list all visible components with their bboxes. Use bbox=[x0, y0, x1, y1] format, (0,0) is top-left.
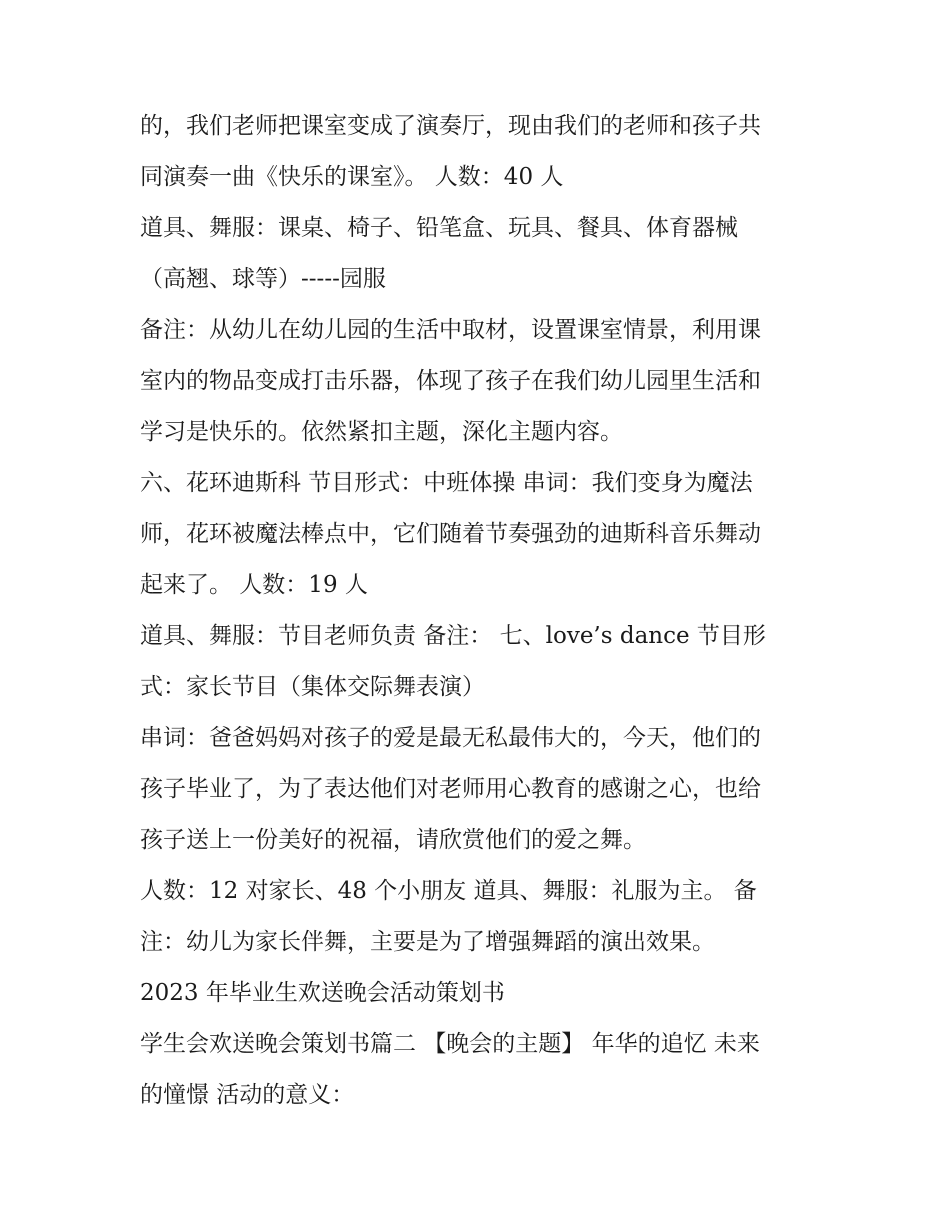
text-line: 式：家长节目（集体交际舞表演） bbox=[140, 674, 485, 700]
text-line: 孩子送上一份美好的祝福，请欣赏他们的爱之舞。 bbox=[140, 827, 646, 853]
document-body bbox=[140, 103, 820, 1123]
text-line: 备注：从幼儿在幼儿园的生活中取材，设置课室情景，利用课 bbox=[140, 317, 761, 343]
text-line: 串词：爸爸妈妈对孩子的爱是最无私最伟大的，今天，他们的 bbox=[140, 725, 761, 751]
text-line: 六、花环迪斯科 节目形式：中班体操 串词：我们变身为魔法 bbox=[140, 470, 753, 496]
text-line: 学习是快乐的。依然紧扣主题，深化主题内容。 bbox=[140, 419, 623, 445]
text-line: 室内的物品变成打击乐器，体现了孩子在我们幼儿园里生活和 bbox=[140, 368, 761, 394]
text-line: 孩子毕业了，为了表达他们对老师用心教育的感谢之心，也给 bbox=[140, 776, 761, 802]
text-line: 道具、舞服：节目老师负责 备注： 七、love’s dance 节目形 bbox=[140, 623, 766, 649]
text-line: 2023 年毕业生欢送晚会活动策划书 bbox=[140, 980, 505, 1006]
text-line: 的憧憬 活动的意义： bbox=[140, 1082, 355, 1108]
text-line: 的，我们老师把课室变成了演奏厅，现由我们的老师和孩子共 bbox=[140, 113, 761, 139]
text-line: 学生会欢送晚会策划书篇二 【晚会的主题】 年华的追忆 未来 bbox=[140, 1031, 760, 1057]
text-line: 人数：12 对家长、48 个小朋友 道具、舞服：礼服为主。 备 bbox=[140, 878, 757, 904]
text-line: 注：幼儿为家长伴舞，主要是为了增强舞蹈的演出效果。 bbox=[140, 929, 715, 955]
text-line: 起来了。 人数：19 人 bbox=[140, 572, 368, 598]
text-line: 同演奏一曲《快乐的课室》。 人数：40 人 bbox=[140, 164, 564, 190]
text-line: 道具、舞服：课桌、椅子、铅笔盒、玩具、餐具、体育器械 bbox=[140, 215, 738, 241]
text-line: （高翘、球等）-----园服 bbox=[140, 266, 386, 292]
text-line: 师，花环被魔法棒点中，它们随着节奏强劲的迪斯科音乐舞动 bbox=[140, 521, 761, 547]
